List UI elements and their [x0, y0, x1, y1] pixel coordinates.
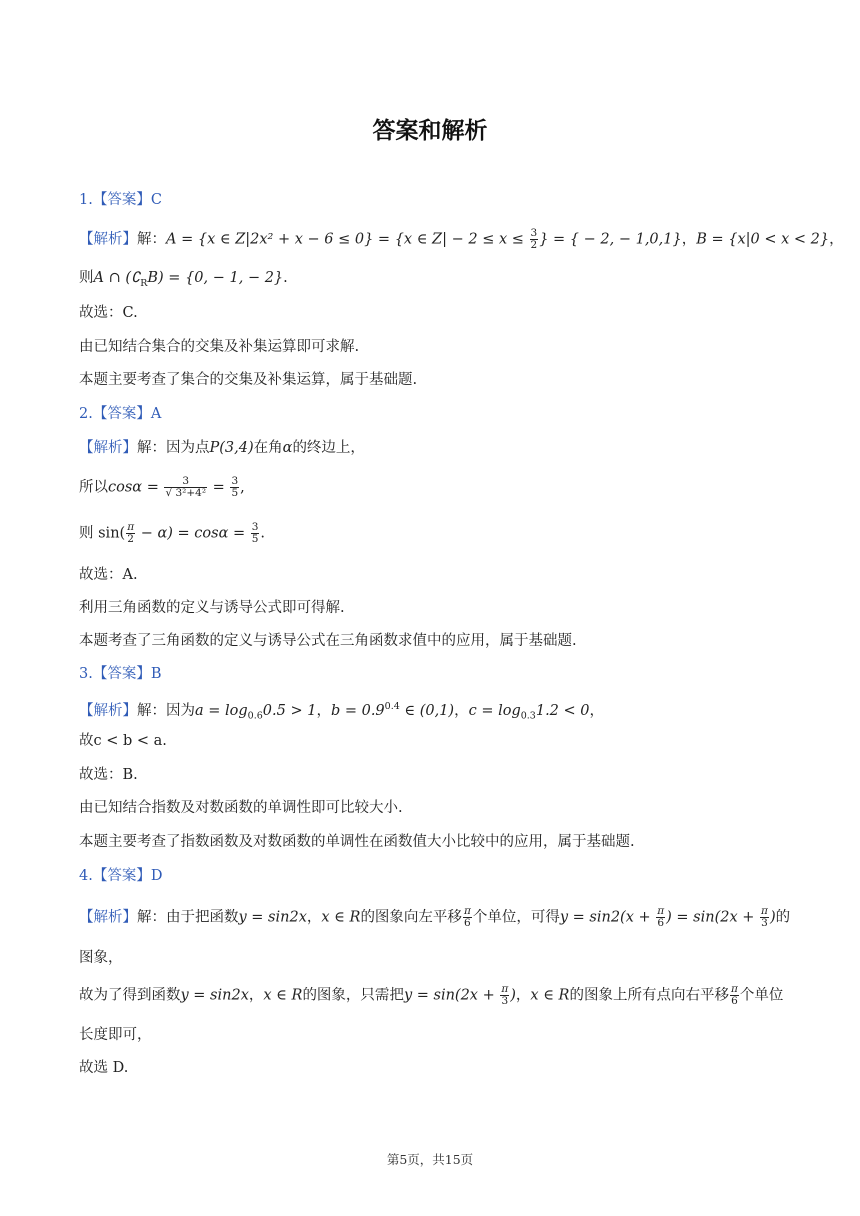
fraction: $\frac{3}{5}$ [251, 521, 259, 545]
formula: B) = {0, − 1, − 2} [147, 270, 284, 286]
fraction: $\frac{\pi}{6}$ [657, 905, 665, 929]
formula: A ∩ (∁ [93, 270, 141, 286]
q1-method-line: 由已知结合集合的交集及补集运算即可求解. [79, 339, 360, 355]
formula: A = {x ∈ Z|2x² + x − 6 ≤ 0} = {x ∈ Z| − 2 ≤ x ≤ [166, 231, 529, 248]
q3-summary-line: 本题主要考查了指数函数及对数函数的单调性在函数值大小比较中的应用，属于基础题. [79, 834, 635, 850]
fraction: $\frac{\pi}{6}$ [730, 983, 738, 1007]
text: 解： [137, 231, 166, 248]
q4-choice-line: 故选 D. [79, 1060, 129, 1076]
q3-method-line: 由已知结合指数及对数函数的单调性即可比较大小. [79, 800, 403, 816]
fraction: $\frac{\pi}{6}$ [463, 905, 471, 929]
q2-summary-line: 本题考查了三角函数的定义与诱导公式在三角函数求值中的应用，属于基础题. [79, 633, 577, 649]
formula: y = sin2x [238, 909, 307, 926]
formula: B = {x|0 < x < 2} [696, 231, 830, 248]
q1-summary-line: 本题主要考查了集合的交集及补集运算，属于基础题. [79, 372, 418, 388]
formula: } = { − 2, − 1,0,1} [539, 231, 682, 248]
analysis-label: 【解析】 [79, 440, 137, 456]
q4-analysis-line-2: 图象， [79, 950, 123, 966]
q4-analysis-line-4: 长度即可， [79, 1027, 152, 1043]
analysis-label: 【解析】 [79, 702, 137, 719]
q4-answer-header: 4.【答案】D [79, 868, 163, 884]
formula: P(3,4) [209, 440, 254, 456]
analysis-label: 【解析】 [79, 231, 137, 248]
q3-conclusion-line: 故c < b < a. [79, 733, 167, 749]
fraction: $\frac{\pi}{3}$ [501, 983, 509, 1007]
q4-analysis-line-1: 【解析】解：由于把函数y = sin2x，x ∈ R的图象向左平移 $\frac{\pi}{6}$ 个单位，可得y = sin2(x + $\frac{\pi}{6}$ ) = sin(2x + $\frac{\pi}{3}$ )的 [79, 905, 791, 929]
q2-choice-line: 故选：A. [79, 567, 138, 583]
formula: a = log [195, 702, 248, 719]
q2-analysis-line-2: 所以cosα = $\frac{3}{\text{√ 3²+4²}}$ = $\frac{3}{5}$ , [79, 475, 245, 499]
q1-analysis-line-1: 【解析】解：A = {x ∈ Z|2x² + x − 6 ≤ 0} = {x ∈ Z| − 2 ≤ x ≤ $\frac{3}{2}$ } = { − 2, − 1,0,1}，B = {x|0 < x < 2}， [79, 227, 844, 251]
page-title: 答案和解析 [372, 118, 488, 144]
formula: cosα = [108, 479, 164, 496]
q3-answer-header: 3.【答案】B [79, 666, 162, 682]
q2-answer-header: 2.【答案】A [79, 406, 162, 422]
q4-analysis-line-3: 故为了得到函数y = sin2x，x ∈ R的图象，只需把y = sin(2x + $\frac{\pi}{3}$ )，x ∈ R的图象上所有点向右平移 $\frac{\pi}{6}$ 个单位 [79, 983, 784, 1007]
q1-choice-line: 故选：C. [79, 305, 138, 321]
analysis-label: 【解析】 [79, 909, 137, 926]
fraction: $\frac{3}{\text{√ 3²+4²}}$ [165, 475, 207, 499]
fraction: $\frac{3}{5}$ [231, 475, 239, 499]
q1-analysis-line-2: 则A ∩ $(∁_RB) = \{0$, − 1, − 2}. [79, 270, 288, 289]
q3-analysis-line-1: 【解析】解：因为$a = \log_{0.6}0.5 > 1$，$b = 0.9^{0.4}$ ∈ (0,1)，$c = \log_{0.3}1.2 < 0$， [79, 701, 604, 722]
q2-method-line: 利用三角函数的定义与诱导公式即可得解. [79, 600, 345, 616]
fraction: $\frac{\pi}{2}$ [127, 521, 135, 545]
q2-analysis-line-3: 则 sin( $\frac{\pi}{2}$ − α) = cosα = $\frac{3}{5}$ . [79, 521, 266, 545]
q1-answer-header: 1.【答案】C [79, 192, 162, 208]
formula: − α) = cosα = [136, 525, 250, 542]
q2-analysis-line-1: 【解析】解：因为点P(3,4)在角α的终边上， [79, 440, 365, 456]
fraction: $\frac{\pi}{3}$ [761, 905, 768, 929]
fraction: $\frac{3}{2}$ [530, 227, 538, 251]
q3-choice-line: 故选：B. [79, 767, 138, 783]
page-footer: 第5页，共15页 [386, 1152, 474, 1167]
